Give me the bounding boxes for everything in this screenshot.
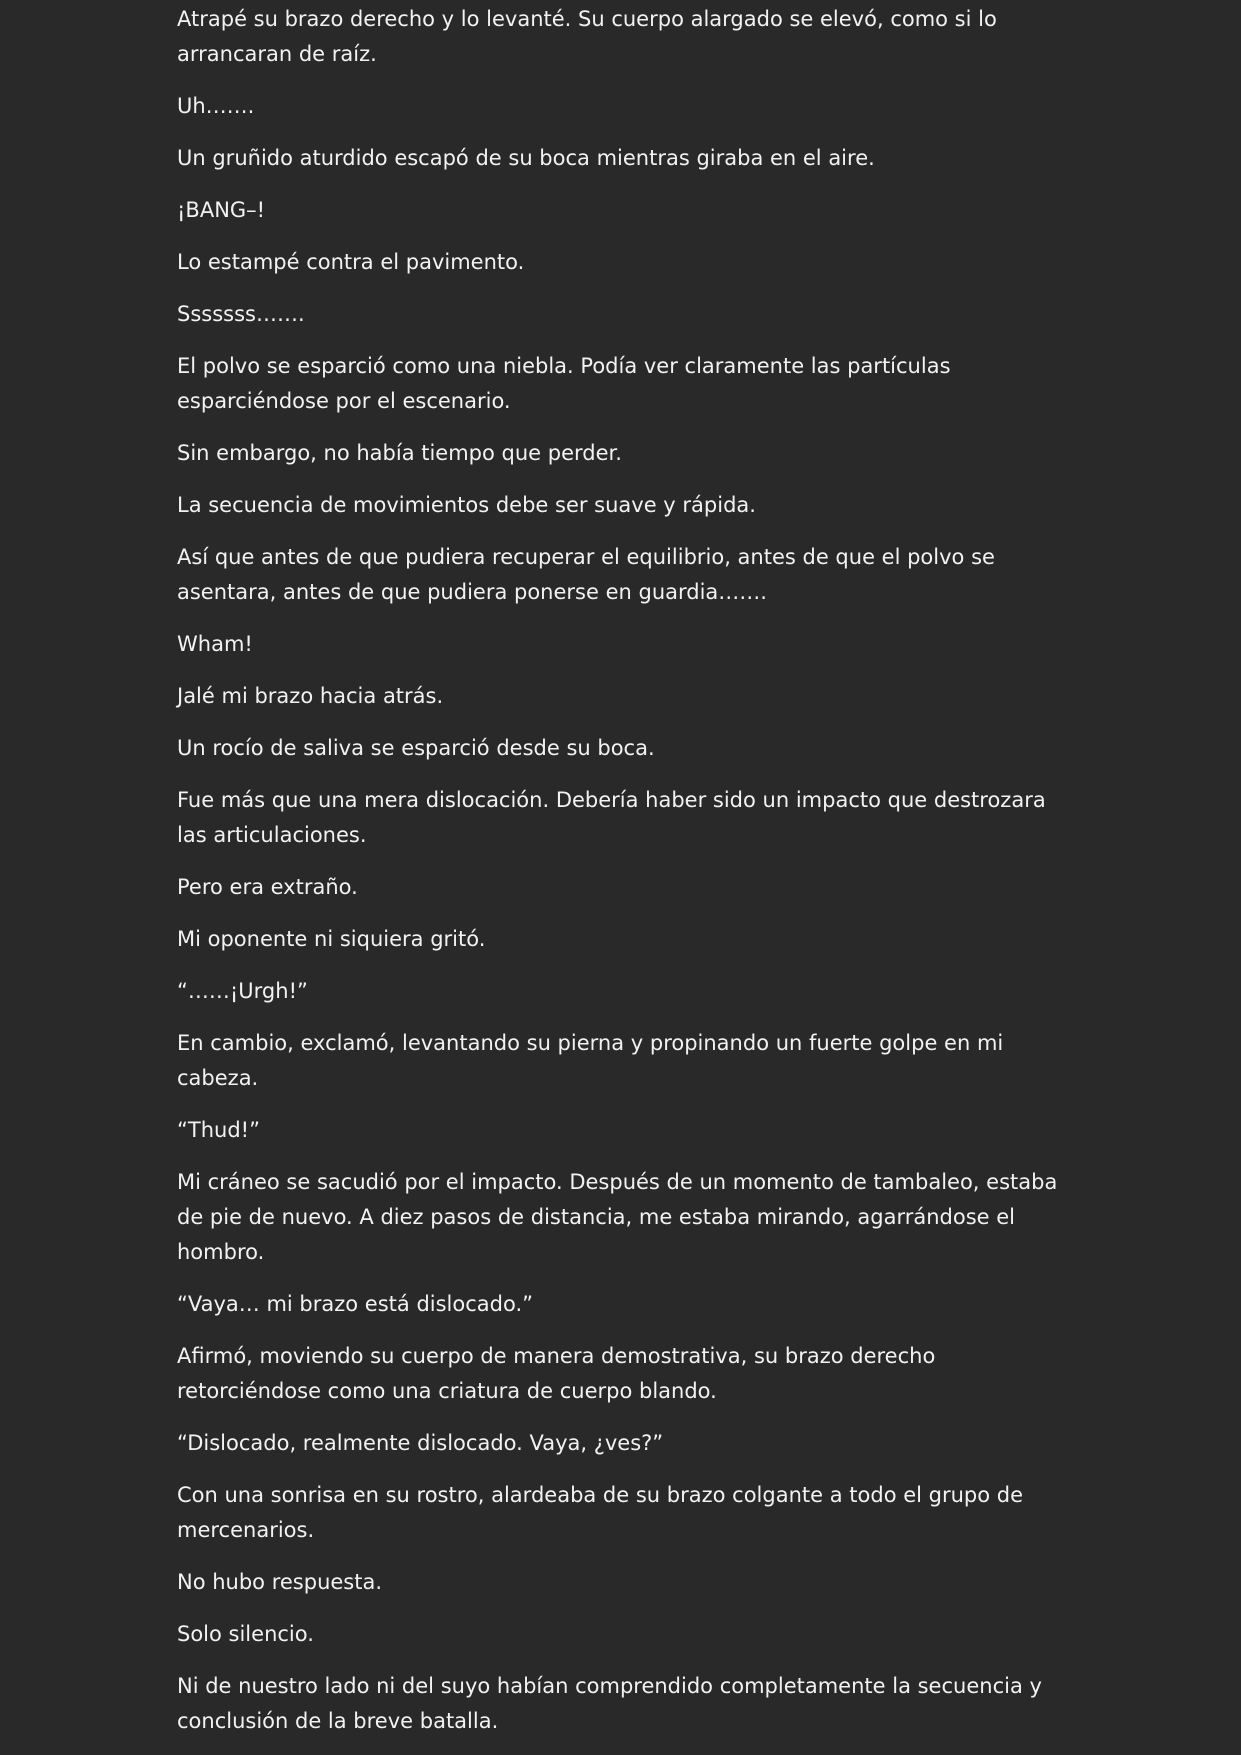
paragraph: Así que antes de que pudiera recuperar el equilibrio, antes de que el polvo se asentara, antes de que pudiera ponerse en guardia……. [177, 545, 995, 604]
paragraph: Solo silencio. [177, 1622, 314, 1646]
paragraph: “Dislocado, realmente dislocado. Vaya, ¿ves?” [177, 1431, 664, 1455]
paragraph: En cambio, exclamó, levantando su pierna y propinando un fuerte golpe en mi cabeza. [177, 1031, 1004, 1090]
paragraph: Un rocío de saliva se esparció desde su boca. [177, 736, 655, 760]
paragraph: Fue más que una mera dislocación. Debería haber sido un impacto que destrozara las articulaciones. [177, 788, 1046, 847]
paragraph: Un gruñido aturdido escapó de su boca mientras giraba en el aire. [177, 146, 875, 170]
paragraph: “Vaya… mi brazo está dislocado.” [177, 1292, 534, 1316]
paragraph: Wham! [177, 632, 253, 656]
paragraph: “Thud!” [177, 1118, 260, 1142]
paragraph: No hubo respuesta. [177, 1570, 383, 1594]
paragraph: Uh……. [177, 94, 255, 118]
paragraph: Sin embargo, no había tiempo que perder. [177, 441, 622, 465]
paragraph: Sssssss……. [177, 302, 305, 326]
paragraph: Mi cráneo se sacudió por el impacto. Después de un momento de tambaleo, estaba de pie de nuevo. A diez pasos de distancia, me estaba mirando, agarrándose el hombro. [177, 1170, 1058, 1264]
paragraph: “……¡Urgh!” [177, 979, 308, 1003]
paragraph: Ni de nuestro lado ni del suyo habían comprendido completamente la secuencia y conclusión de la breve batalla. [177, 1674, 1042, 1733]
paragraph: Lo estampé contra el pavimento. [177, 250, 525, 274]
paragraph: Jalé mi brazo hacia atrás. [177, 684, 444, 708]
paragraph: El polvo se esparció como una niebla. Podía ver claramente las partículas esparciéndose por el escenario. [177, 354, 951, 413]
paragraph: Atrapé su brazo derecho y lo levanté. Su cuerpo alargado se elevó, como si lo arrancaran de raíz. [177, 7, 997, 66]
paragraph: La secuencia de movimientos debe ser suave y rápida. [177, 493, 756, 517]
paragraph: Pero era extraño. [177, 875, 358, 899]
paragraph: Afirmó, moviendo su cuerpo de manera demostrativa, su brazo derecho retorciéndose como una criatura de cuerpo blando. [177, 1344, 936, 1403]
paragraph: Mi oponente ni siquiera gritó. [177, 927, 486, 951]
text-body [177, 0, 1071, 1739]
paragraph: ¡BANG–! [177, 198, 266, 222]
paragraph: Con una sonrisa en su rostro, alardeaba de su brazo colgante a todo el grupo de mercenarios. [177, 1483, 1024, 1542]
